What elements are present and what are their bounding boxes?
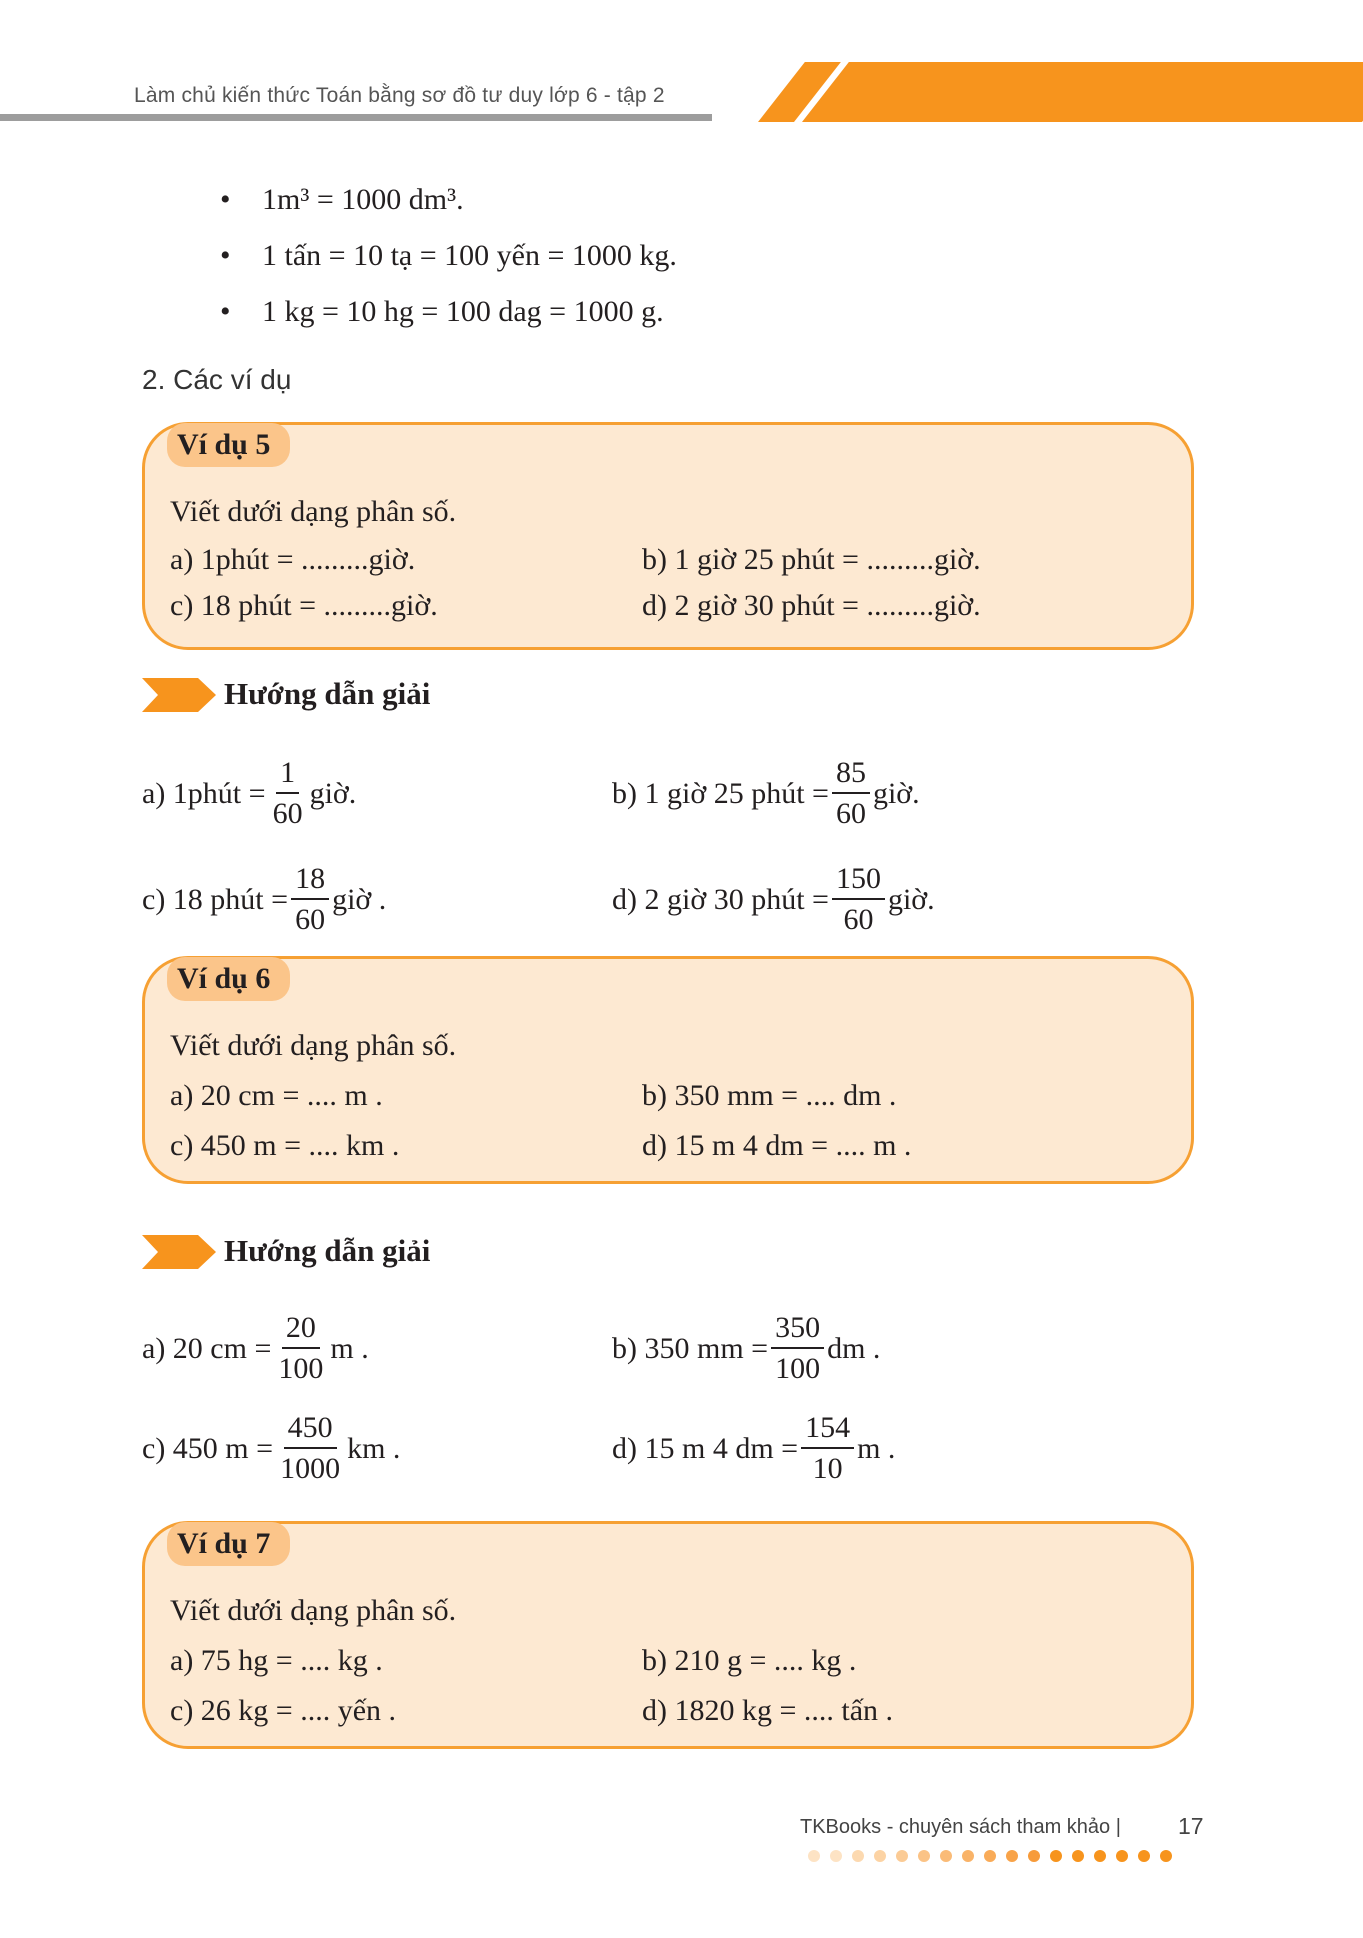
footer-dot	[1072, 1850, 1084, 1862]
example-5-item-d: d) 2 giờ 30 phút = .........giờ.	[642, 589, 981, 622]
example-7-tag: Ví dụ 7	[167, 1522, 290, 1566]
bullet-item: • 1 kg = 10 hg = 100 dag = 1000 g.	[220, 295, 664, 328]
bullet-dot: •	[220, 183, 231, 216]
header-stripe-band	[802, 62, 1363, 122]
answer-6-a: a) 20 cm = $\frac{20}{100}$ m .	[142, 1311, 369, 1385]
footer-dot	[896, 1850, 908, 1862]
footer-dot	[1006, 1850, 1018, 1862]
bullet-item: • 1 tấn = 10 tạ = 100 yến = 1000 kg.	[220, 239, 677, 272]
example-5-item-a: a) 1phút = .........giờ.	[170, 543, 416, 576]
footer-brand: TKBooks - chuyên sách tham khảo |	[800, 1816, 1121, 1838]
example-7-item-b: b) 210 g = .... kg .	[642, 1644, 857, 1677]
answer-6-c: c) 450 m = $\frac{450}{1000}$ km .	[142, 1411, 401, 1485]
fraction: $\frac{150}{60}$	[832, 864, 885, 935]
footer-dot	[918, 1850, 930, 1862]
guide-arrow-icon	[142, 1235, 216, 1269]
footer-dot	[852, 1850, 864, 1862]
fraction: $\frac{450}{1000}$	[280, 1411, 341, 1485]
footer-dots	[808, 1850, 1172, 1862]
footer-dot	[1050, 1850, 1062, 1862]
footer-dot	[940, 1850, 952, 1862]
footer-dot	[874, 1850, 886, 1862]
example-7-item-c: c) 26 kg = .... yến .	[170, 1694, 397, 1727]
section-title: 2. Các ví dụ	[142, 364, 292, 395]
footer-dot	[1138, 1850, 1150, 1862]
bullet-dot: •	[220, 295, 231, 328]
footer-dot	[1028, 1850, 1040, 1862]
example-5-prompt: Viết dưới dạng phân số.	[170, 495, 457, 528]
example-6-item-c: c) 450 m = .... km .	[170, 1129, 400, 1162]
example-7-box	[142, 1521, 1194, 1749]
header-rule	[0, 114, 712, 121]
answer-5-b: b) 1 giờ 25 phút = $\frac{85}{60}$ giờ.	[612, 756, 920, 830]
fraction: $\frac{85}{60}$	[832, 758, 870, 829]
example-6-prompt: Viết dưới dạng phân số.	[170, 1029, 457, 1062]
footer-dot	[984, 1850, 996, 1862]
example-6-item-b: b) 350 mm = .... dm .	[642, 1079, 897, 1112]
fraction: $\frac{154}{10}$	[801, 1413, 854, 1484]
footer-dot	[1116, 1850, 1128, 1862]
page-number: 17	[1178, 1813, 1204, 1839]
answer-5-a: a) 1phút = $\frac{1}{60}$ giờ.	[142, 756, 357, 830]
example-6-item-a: a) 20 cm = .... m .	[170, 1079, 383, 1112]
fraction: $\frac{1}{60}$	[272, 756, 303, 830]
book-title: Làm chủ kiến thức Toán bằng sơ đồ tư duy lớp 6 - tập 2	[134, 84, 665, 107]
footer-dot	[1094, 1850, 1106, 1862]
answer-6-b: b) 350 mm = $\frac{350}{100}$ dm .	[612, 1311, 881, 1385]
guide-arrow-icon	[142, 678, 216, 712]
fraction: $\frac{350}{100}$	[771, 1313, 824, 1384]
footer-dot	[1160, 1850, 1172, 1862]
example-7-item-d: d) 1820 kg = .... tấn .	[642, 1694, 894, 1727]
example-5-item-b: b) 1 giờ 25 phút = .........giờ.	[642, 543, 981, 576]
example-6-item-d: d) 15 m 4 dm = .... m .	[642, 1129, 912, 1162]
example-7-item-a: a) 75 hg = .... kg .	[170, 1644, 383, 1677]
bullet-item: • 1m³ = 1000 dm³.	[220, 183, 464, 216]
example-5-item-c: c) 18 phút = .........giờ.	[170, 589, 438, 622]
guide-label: Hướng dẫn giải	[224, 1233, 431, 1268]
answer-5-c: c) 18 phút = $\frac{18}{60}$ giờ .	[142, 862, 387, 936]
answer-6-d: d) 15 m 4 dm = $\frac{154}{10}$ m .	[612, 1411, 896, 1485]
example-6-box	[142, 956, 1194, 1184]
example-5-tag: Ví dụ 5	[167, 423, 290, 467]
example-7-prompt: Viết dưới dạng phân số.	[170, 1594, 457, 1627]
bullet-dot: •	[220, 239, 231, 272]
example-6-tag: Ví dụ 6	[167, 957, 290, 1001]
example-5-box	[142, 422, 1194, 650]
answer-5-d: d) 2 giờ 30 phút = $\frac{150}{60}$ giờ.	[612, 862, 935, 936]
footer-dot	[808, 1850, 820, 1862]
footer-dot	[830, 1850, 842, 1862]
footer-dot	[962, 1850, 974, 1862]
fraction: $\frac{18}{60}$	[291, 864, 329, 935]
fraction: $\frac{20}{100}$	[278, 1311, 324, 1385]
guide-label: Hướng dẫn giải	[224, 676, 431, 711]
